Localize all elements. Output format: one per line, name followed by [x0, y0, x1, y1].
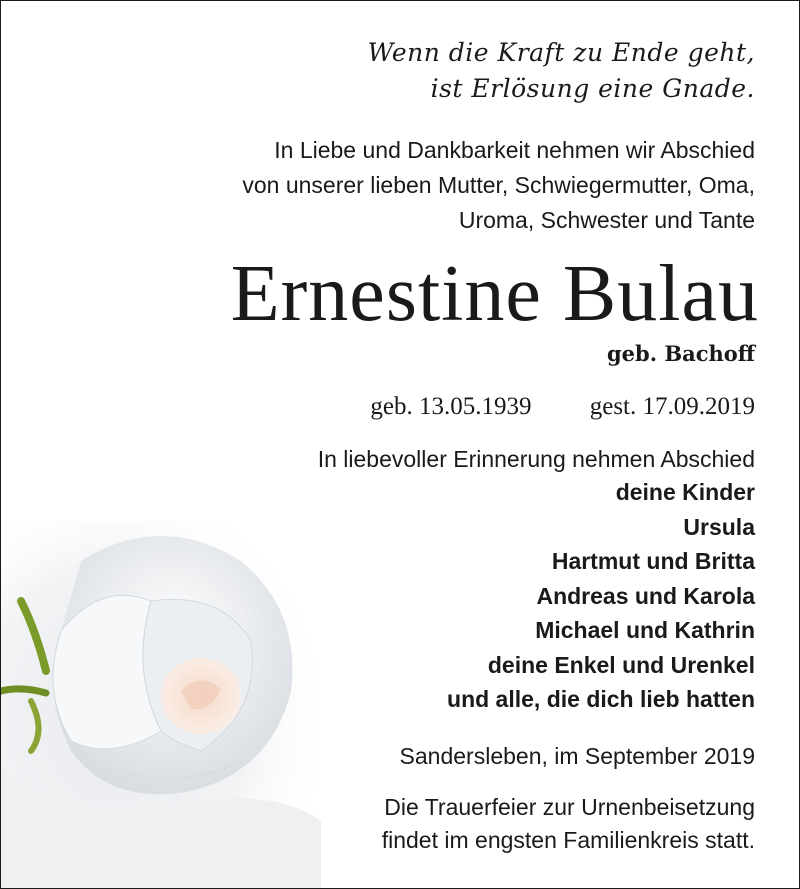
- mourner-entry: Michael und Kathrin: [535, 617, 755, 643]
- mourner-entry: Andreas und Karola: [536, 582, 755, 609]
- intro-line: Uroma, Schwester und Tante: [458, 207, 755, 233]
- funeral-note: [382, 791, 755, 857]
- deceased-name: Ernestine Bulau: [230, 250, 759, 338]
- death-date: gest. 17.09.2019: [589, 393, 755, 420]
- motto: [368, 35, 755, 107]
- white-rose-icon: [1, 521, 321, 888]
- mourner-entry: Ursula: [683, 513, 755, 540]
- intro-line: In Liebe und Dankbarkeit nehmen wir Abschied: [274, 137, 755, 163]
- funeral-line: findet im engsten Familienkreis statt.: [381, 827, 755, 853]
- mourner-entry: deine Kinder: [615, 479, 755, 505]
- life-dates: [370, 391, 755, 423]
- motto-line: Wenn die Kraft zu Ende geht,: [367, 38, 755, 67]
- maiden-name: geb. Bachoff: [606, 341, 755, 366]
- mourners-list: [447, 475, 755, 717]
- farewell-intro: In liebevoller Erinnerung nehmen Abschied: [317, 446, 755, 472]
- mourner-entry: und alle, die dich lieb hatten: [447, 686, 755, 712]
- mourner-entry: deine Enkel und Urenkel: [487, 651, 755, 678]
- motto-line: ist Erlösung eine Gnade.: [430, 74, 755, 103]
- place-date: Sandersleben, im September 2019: [399, 743, 755, 769]
- funeral-line: Die Trauerfeier zur Urnenbeisetzung: [384, 794, 755, 820]
- birth-date: geb. 13.05.1939: [370, 393, 532, 420]
- intro-text: [242, 133, 755, 238]
- intro-line: von unserer lieben Mutter, Schwiegermutter, Oma,: [242, 172, 755, 198]
- mourner-entry: Hartmut und Britta: [551, 548, 755, 574]
